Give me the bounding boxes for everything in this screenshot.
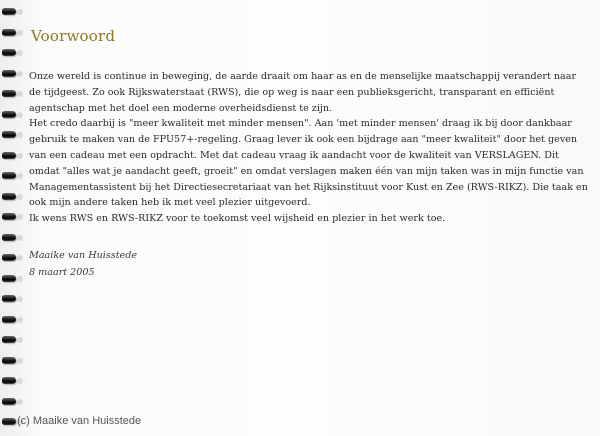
binding-hole: [17, 337, 23, 343]
binding-hole: [17, 91, 23, 97]
binding-ring: [2, 275, 16, 282]
binding-hole: [17, 317, 23, 323]
binding-ring: [2, 90, 16, 97]
binding-ring: [2, 357, 16, 364]
binding-hole: [17, 255, 23, 261]
binding-hole: [17, 358, 23, 364]
binding-hole: [17, 399, 23, 405]
binding-hole: [17, 276, 23, 282]
binding-ring: [2, 418, 16, 425]
binding-ring: [2, 316, 16, 323]
binding-hole: [17, 112, 23, 118]
page-title: Voorwoord: [31, 27, 116, 45]
paragraph-wish: Ik wens RWS en RWS-RIKZ voor te toekomst veel wijsheid en plezier in het werk toe.: [29, 213, 446, 225]
binding-hole: [17, 50, 23, 56]
binding-ring: [2, 377, 16, 384]
body-text: [29, 69, 589, 227]
binding-ring: [2, 336, 16, 343]
binding-ring: [2, 152, 16, 159]
binding-ring: [2, 131, 16, 138]
binding-ring: [2, 172, 16, 179]
binding-hole: [17, 153, 23, 159]
spiral-binding-icon: [0, 0, 26, 436]
binding-hole: [17, 296, 23, 302]
binding-ring: [2, 254, 16, 261]
paragraph-credo: Het credo daarbij is "meer kwaliteit met minder mensen". Aan 'met minder mensen' draag ik bij door dankbaar gebruik te maken van de FPU57+-regeling. Graag lever ik ook een bijdrage aan "meer kwaliteit" door het geven van een cadeau met een opdracht. Met dat cadeau vraag ik aandacht voor de kwaliteit van VERSLAGEN. Dit omdat "alles wat je aandacht geeft, groeit" en omdat verslagen maken één van mijn taken was in mijn functie van Managementassistent bij het Directiesecretariaat van het Rijksinstituut voor Kust en Zee (RWS-RIKZ). Die taak en ook mijn andere taken heb ik met veel plezier uitgevoerd.: [29, 118, 588, 209]
paragraph-intro: Onze wereld is continue in beweging, de aarde draait om haar as en de menselijke maatschappij verandert naar de tijdgeest. Zo ook Rijkswaterstaat (RWS), die op weg is naar een publieksgericht, transparant en efficiënt agentschap met het doel een moderne overheidsdienst te zijn.: [29, 71, 577, 114]
binding-hole: [17, 30, 23, 36]
copyright-notice: (c) Maaike van Huisstede: [17, 415, 142, 427]
signature-block: [29, 247, 137, 281]
binding-ring: [2, 111, 16, 118]
binding-hole: [17, 194, 23, 200]
binding-hole: [17, 378, 23, 384]
binding-hole: [17, 9, 23, 15]
binding-hole: [17, 71, 23, 77]
binding-ring: [2, 213, 16, 220]
binding-ring: [2, 8, 16, 15]
binding-hole: [17, 173, 23, 179]
binding-ring: [2, 234, 16, 241]
binding-hole: [17, 235, 23, 241]
binding-hole: [17, 214, 23, 220]
binding-ring: [2, 398, 16, 405]
binding-ring: [2, 193, 16, 200]
binding-ring: [2, 29, 16, 36]
binding-ring: [2, 295, 16, 302]
signature-date: 8 maart 2005: [29, 267, 95, 278]
binding-ring: [2, 49, 16, 56]
binding-ring: [2, 70, 16, 77]
signature-name: Maaike van Huisstede: [29, 250, 138, 261]
binding-hole: [17, 132, 23, 138]
